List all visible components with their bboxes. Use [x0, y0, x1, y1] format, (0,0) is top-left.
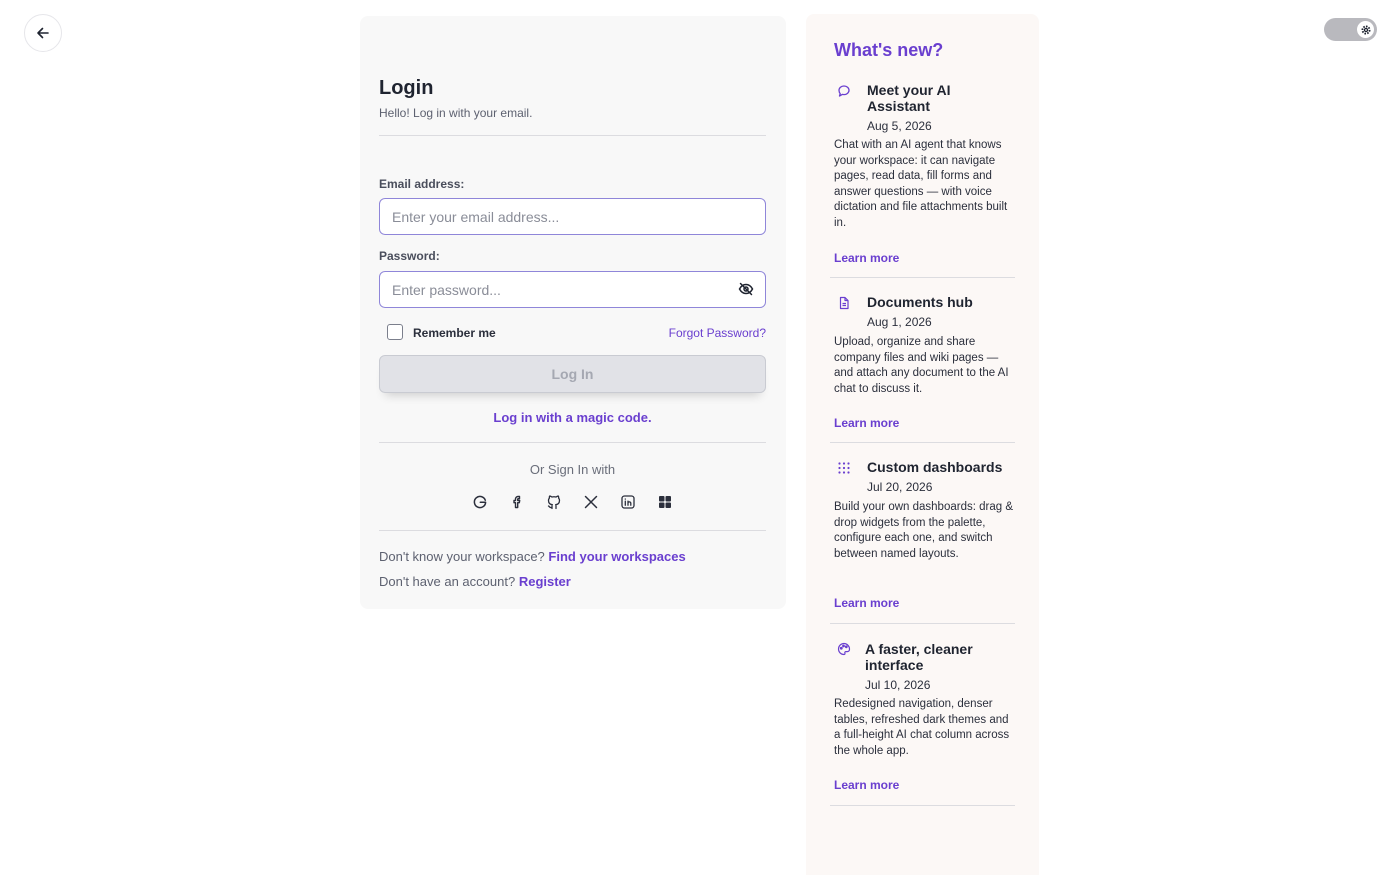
news-item-date: Aug 5, 2026	[867, 119, 932, 133]
grid-dots-icon	[836, 460, 852, 476]
whats-new-title: What's new?	[834, 40, 944, 60]
news-item-title: Meet your AI Assistant	[867, 82, 951, 114]
news-item	[830, 458, 1015, 624]
find-workspaces-link[interactable]: Find your workspaces	[548, 549, 686, 564]
google-icon	[472, 494, 488, 510]
social-divider-bottom	[379, 530, 766, 531]
news-learn-more-link[interactable]: Learn more	[834, 416, 900, 430]
google-sign-in-button[interactable]	[470, 492, 490, 512]
eye-off-icon	[738, 281, 754, 297]
microsoft-icon	[657, 494, 673, 510]
x-sign-in-button[interactable]	[581, 492, 601, 512]
news-item-date: Jul 20, 2026	[867, 480, 933, 494]
register-link[interactable]: Register	[518, 574, 571, 589]
account-prompt-text: Don't have an account?	[379, 574, 516, 589]
password-input[interactable]	[379, 271, 766, 308]
news-item-date: Jul 10, 2026	[865, 678, 931, 692]
x-icon	[583, 494, 599, 510]
facebook-sign-in-button[interactable]	[507, 492, 527, 512]
news-item-title: Custom dashboards	[867, 459, 1003, 475]
gear-icon	[1360, 24, 1372, 36]
news-learn-more-link[interactable]: Learn more	[834, 596, 900, 610]
page-subtitle: Hello! Log in with your email.	[379, 106, 533, 120]
news-item-date: Aug 1, 2026	[867, 315, 932, 329]
microsoft-sign-in-button[interactable]	[655, 492, 675, 512]
news-learn-more-link[interactable]: Learn more	[834, 778, 900, 792]
login-card	[360, 16, 786, 609]
news-item-title: A faster, cleaner interface	[865, 641, 973, 673]
back-button[interactable]	[24, 14, 62, 52]
header-divider	[379, 135, 766, 136]
workspace-prompt-text: Don't know your workspace?	[379, 549, 545, 564]
news-item-title: Documents hub	[867, 294, 973, 310]
github-icon	[546, 494, 562, 510]
news-item-description: Build your own dashboards: drag & drop widgets from the palette, configure each one, and switch between named layouts.	[834, 501, 1013, 560]
social-sign-in-row	[379, 492, 766, 512]
or-sign-in-text: Or Sign In with	[529, 462, 616, 477]
remember-me-checkbox[interactable]	[387, 324, 403, 340]
magic-code-link[interactable]: Log in with a magic code.	[493, 410, 652, 425]
password-visibility-toggle[interactable]	[736, 279, 756, 299]
account-prompt-line	[379, 574, 571, 589]
chat-bubble-icon	[836, 83, 852, 99]
remember-me-label: Remember me	[413, 326, 496, 340]
news-item	[830, 639, 1015, 806]
login-button[interactable]: Log In	[379, 355, 766, 393]
forgot-password-link[interactable]: Forgot Password?	[668, 326, 766, 340]
news-item	[830, 80, 1015, 278]
palette-icon	[836, 641, 852, 657]
news-learn-more-link[interactable]: Learn more	[834, 251, 900, 265]
news-item	[830, 293, 1015, 443]
theme-toggle[interactable]	[1324, 18, 1377, 41]
news-item-description: Redesigned navigation, denser tables, refreshed dark themes and a full-height AI chat column across the whole app.	[834, 698, 1010, 757]
whats-new-panel	[806, 14, 1039, 875]
theme-toggle-knob	[1357, 21, 1374, 38]
social-divider-top	[379, 442, 766, 443]
facebook-icon	[509, 494, 525, 510]
email-input[interactable]	[379, 198, 766, 235]
page-title: Login	[379, 77, 434, 99]
news-item-description: Upload, organize and share company files and wiki pages — and attach any document to the AI chat to discuss it.	[834, 336, 1009, 395]
linkedin-icon	[620, 494, 636, 510]
linkedin-sign-in-button[interactable]	[618, 492, 638, 512]
password-label: Password:	[379, 249, 440, 263]
workspace-prompt-line	[379, 549, 686, 564]
document-icon	[836, 295, 852, 311]
github-sign-in-button[interactable]	[544, 492, 564, 512]
email-label: Email address:	[379, 177, 465, 191]
arrow-left-icon	[36, 26, 50, 40]
news-item-description: Chat with an AI agent that knows your workspace: it can navigate pages, read data, fill forms and answer questions — with voice dictation and file attachments built in.	[834, 139, 1008, 229]
